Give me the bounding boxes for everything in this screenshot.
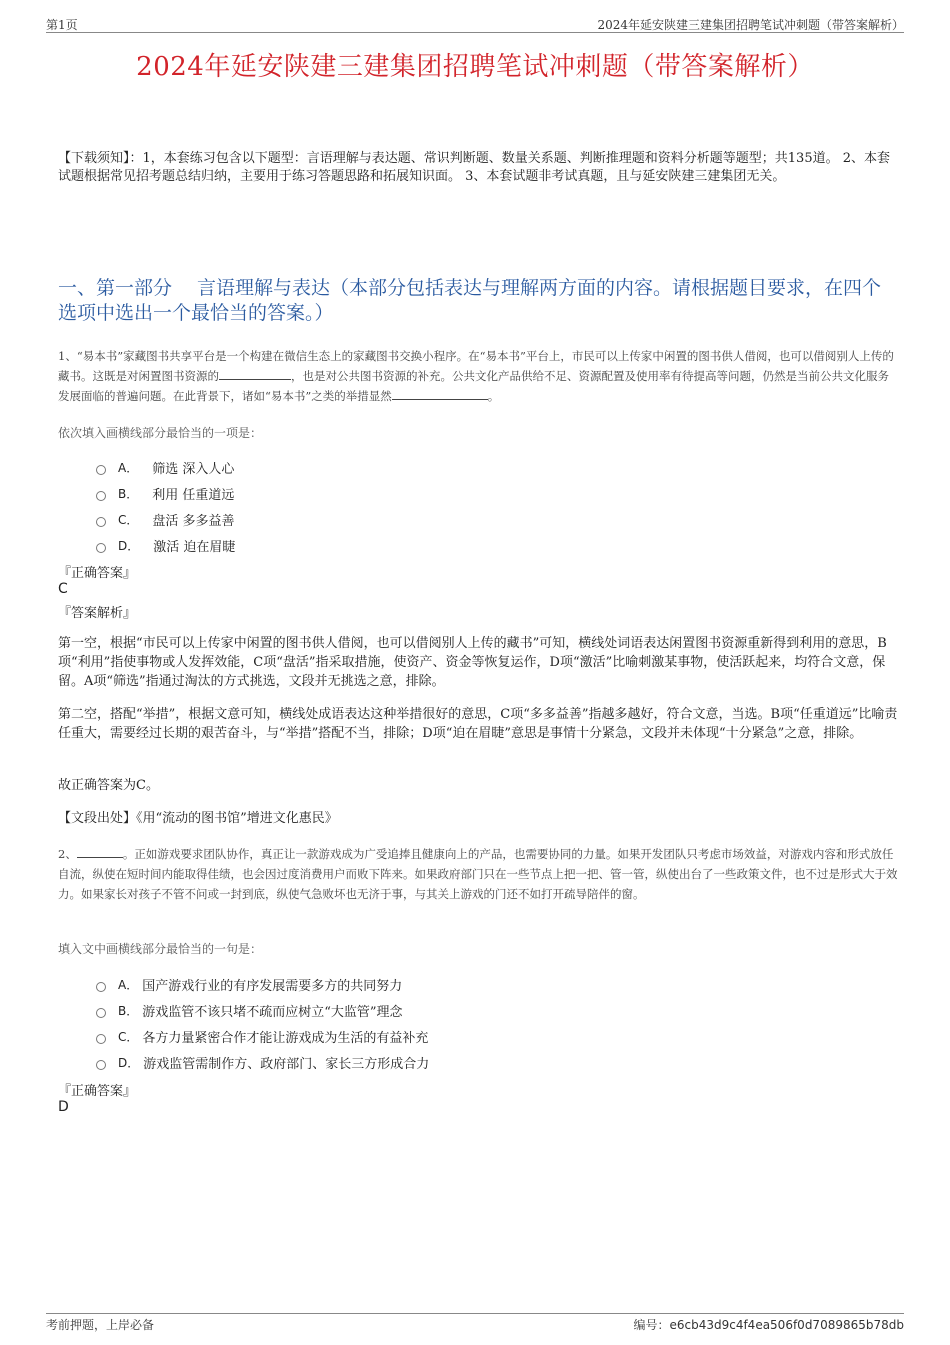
analysis-label: 『答案解析』 [58, 606, 137, 621]
section-heading: 一、第一部分 言语理解与表达（本部分包括表达与理解两方面的内容。请根据题目要求，在四个选项中选出一个最恰当的答案。） [58, 277, 882, 324]
option-text: 游戏监管不该只堵不疏而应树立“大监管”理念 [142, 1005, 403, 1020]
analysis-paragraph-2: 第二空，搭配“举措”，根据文意可知，横线处成语表达这种举措很好的意思，C项“多多益善”指越多越好，符合文意，当选。B项“任重道远”比喻责任重大，需要经过长期的艰苦奋斗，与“举措”搭配不当，排除；D项“迫在眉睫”意思是事情十分紧急，文段并未体现“十分紧急”之意，排除。 [58, 707, 898, 741]
option-text: 游戏监管需制作方、政府部门、家长三方形成合力 [143, 1057, 430, 1072]
option-text: 国产游戏行业的有序发展需要多方的共同努力 [142, 979, 403, 994]
option-key: B． [118, 1004, 139, 1018]
footer-slogan: 考前押题，上岸必备 [46, 1318, 155, 1332]
radio-icon[interactable] [96, 1060, 106, 1070]
question-1-option-d[interactable] [96, 536, 235, 555]
question-1-prompt: 依次填入画横线部分最恰当的一项是： [58, 426, 263, 440]
radio-icon[interactable] [96, 1034, 106, 1044]
analysis-paragraph-1: 第一空，根据“市民可以上传家中闲置的图书供人借阅，也可以借阅别人上传的藏书”可知，横线处词语表达闲置图书资源重新得到利用的意思，B项“利用”指使事物或人发挥效能，C项“盘活”指采取措施，使资产、资金等恢复运作，D项“激活”比喻刺激某事物，使活跃起来，均符合文意，保留。A项“筛选”指通过淘汰的方式挑选，文段并无挑选之意，排除。 [58, 636, 887, 689]
fill-blank [392, 387, 488, 400]
source-citation: 【文段出处】《用“流动的图书馆”增进文化惠民》 [58, 811, 338, 826]
document-code [633, 1316, 904, 1333]
radio-icon[interactable] [96, 491, 106, 501]
question-2-body: 。正如游戏要求团队协作，真正让一款游戏成为广受追捧且健康向上的产品，也需要协同的力量。如果开发团队只考虑市场效益，对游戏内容和形式放任自流，纵使在短时间内能取得佳绩，也会因过度消费用户而败下阵来。如果政府部门只在一些节点上把一把、管一管，纵使出台了一些政策文件，也不过是形式大于效力。如果家长对孩子不管不问或一封到底，纵使气急败坏也无济于事，与其关上游戏的门还不如打开疏导陪伴的窗。 [58, 847, 898, 901]
analysis-conclusion: 故正确答案为C。 [58, 778, 159, 793]
document-title: 2024年延安陕建三建集团招聘笔试冲刺题（带答案解析） [136, 52, 814, 82]
radio-icon[interactable] [96, 543, 106, 553]
question-2-option-b[interactable] [96, 1001, 403, 1020]
page-number: 第1页 [46, 18, 78, 32]
option-key: C． [118, 513, 139, 527]
download-notice: 【下载须知】：1，本套练习包含以下题型：言语理解与表达题、常识判断题、数量关系题、判断推理题和资料分析题等题型；共135道。 2、本套试题根据常见招考题总结归纳，主要用于练习答题思路和拓展知识面。 3、本套试题非考试真题，且与延安陕建三建集团无关。 [58, 151, 890, 184]
question-1-option-a[interactable] [96, 458, 234, 477]
option-key: C． [118, 1030, 139, 1044]
option-key: A． [118, 978, 139, 992]
fill-blank [219, 367, 291, 380]
question-1-text-part3: 。 [487, 389, 500, 403]
question-1-option-c[interactable] [96, 510, 235, 529]
option-text: 筛选 深入人心 [152, 462, 235, 477]
question-2-option-c[interactable] [96, 1027, 428, 1046]
question-1-text [58, 346, 900, 406]
answer-label: 『正确答案』 [58, 1084, 137, 1099]
option-text: 各方力量紧密合作才能让游戏成为生活的有益补充 [142, 1031, 429, 1046]
option-key: A． [118, 461, 139, 475]
question-1-text-part2: ，也是对公共图书资源的补充。公共文化产品供给不足、资源配置及使用率有待提高等问题，仍然是当前公共文化服务发展面临的普遍问题。在此背景下，诸如“易本书”之类的举措显然 [58, 369, 889, 403]
option-key: D． [118, 539, 140, 553]
option-key: B． [118, 487, 139, 501]
correct-answer: D [58, 1099, 69, 1115]
question-1-text-part1: 1、“易本书”家藏图书共享平台是一个构建在微信生态上的家藏图书交换小程序。在“易本书”平台上，市民可以上传家中闲置的图书供人借阅，也可以借阅别人上传的藏书。这既是对闲置图书资源的 [58, 349, 894, 383]
question-2-text [58, 844, 900, 904]
option-text: 盘活 多多益善 [152, 514, 235, 529]
header-doc-title: 2024年延安陕建三建集团招聘笔试冲刺题（带答案解析） [597, 18, 904, 32]
code-value: e6cb43d9c4f4ea506f0d7089865b78db [669, 1318, 904, 1332]
option-text: 利用 任重道远 [152, 488, 235, 503]
radio-icon[interactable] [96, 1008, 106, 1018]
radio-icon[interactable] [96, 982, 106, 992]
radio-icon[interactable] [96, 517, 106, 527]
answer-label: 『正确答案』 [58, 566, 137, 581]
question-2-prompt: 填入文中画横线部分最恰当的一句是： [58, 942, 263, 956]
question-1-option-b[interactable] [96, 484, 234, 503]
radio-icon[interactable] [96, 465, 106, 475]
footer-divider [46, 1313, 904, 1314]
header-divider [46, 32, 904, 33]
question-2-number: 2、 [58, 847, 77, 861]
option-key: D． [118, 1056, 140, 1070]
option-text: 激活 迫在眉睫 [153, 540, 236, 555]
fill-blank [77, 845, 123, 858]
correct-answer: C [58, 581, 68, 597]
code-label: 编号： [633, 1318, 670, 1332]
question-2-option-a[interactable] [96, 975, 402, 994]
question-2-option-d[interactable] [96, 1053, 429, 1072]
